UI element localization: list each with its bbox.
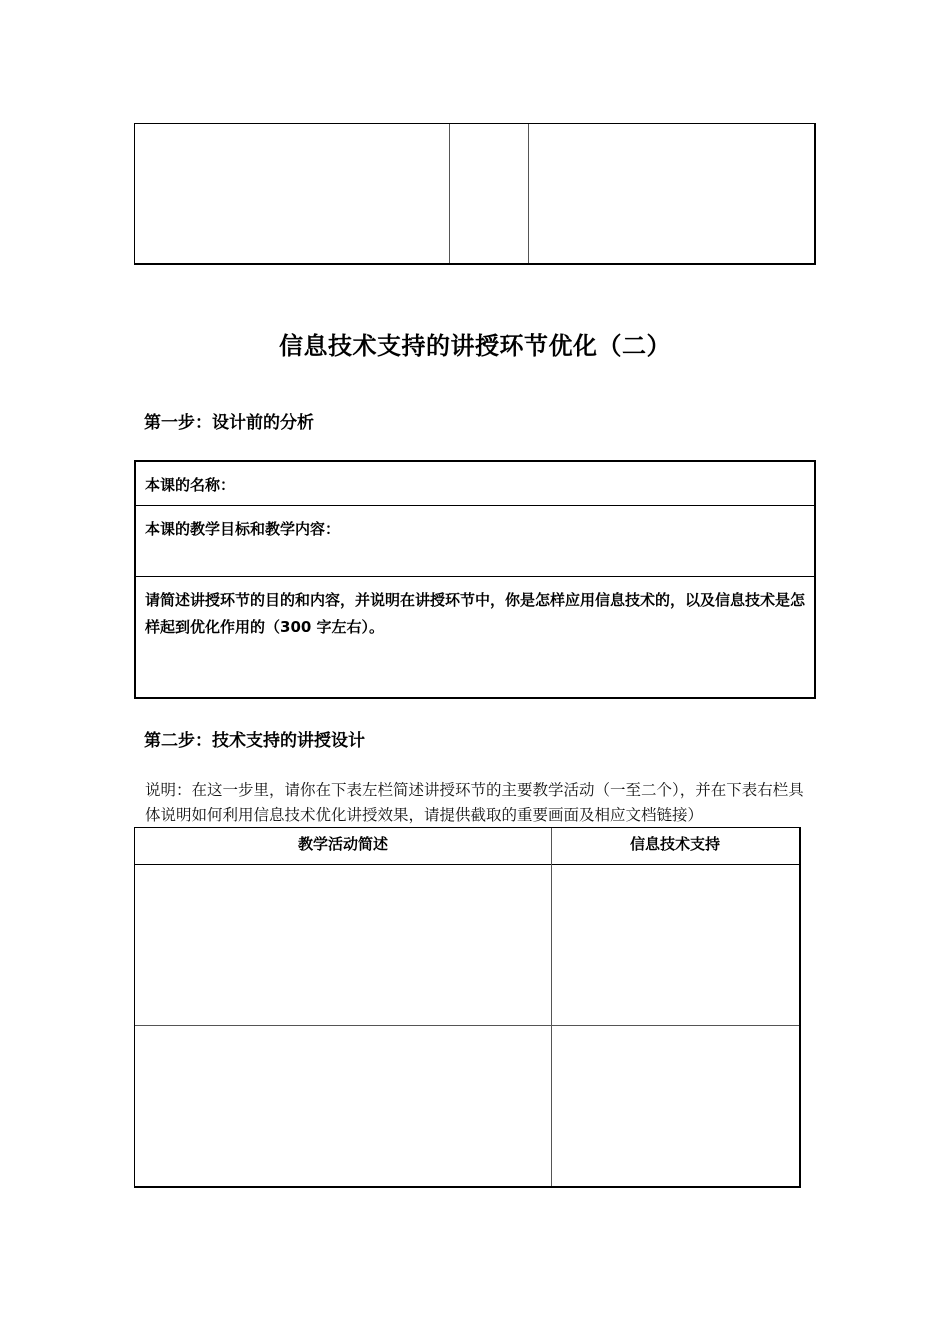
instruction-note: 说明：在这一步里，请你在下表左栏简述讲授环节的主要教学活动（一至二个），并在下表右栏具体说明如何利用信息技术优化讲授效果，请提供截取的重要画面及相应文档链接） — [145, 781, 804, 824]
lesson-name-field[interactable] — [136, 462, 814, 506]
column-divider — [528, 124, 529, 263]
lecture-description-label: 请简述讲授环节的目的和内容，并说明在讲授环节中，你是怎样应用信息技术的，以及信息技术是怎样起到优化作用的（300 字左右）。 — [145, 591, 806, 636]
table-cell[interactable] — [552, 865, 799, 1025]
lecture-description-field[interactable] — [136, 577, 814, 697]
page-title: 信息技术支持的讲授环节优化（二） — [279, 332, 671, 360]
lesson-name-label: 本课的名称： — [145, 476, 236, 494]
objectives-field[interactable] — [136, 506, 814, 577]
table-cell[interactable] — [135, 1026, 551, 1186]
continued-table — [134, 123, 816, 265]
objectives-label: 本课的教学目标和教学内容： — [145, 520, 341, 538]
column-header-activities: 教学活动简述 — [297, 835, 388, 853]
step1-heading: 第一步：设计前的分析 — [144, 413, 314, 433]
step2-heading: 第二步：技术支持的讲授设计 — [144, 731, 365, 751]
table-cell[interactable] — [135, 865, 551, 1025]
column-divider — [449, 124, 450, 263]
column-header-tech-support: 信息技术支持 — [629, 835, 720, 853]
analysis-table — [134, 460, 816, 699]
design-table — [134, 827, 801, 1188]
table-cell[interactable] — [552, 1026, 799, 1186]
